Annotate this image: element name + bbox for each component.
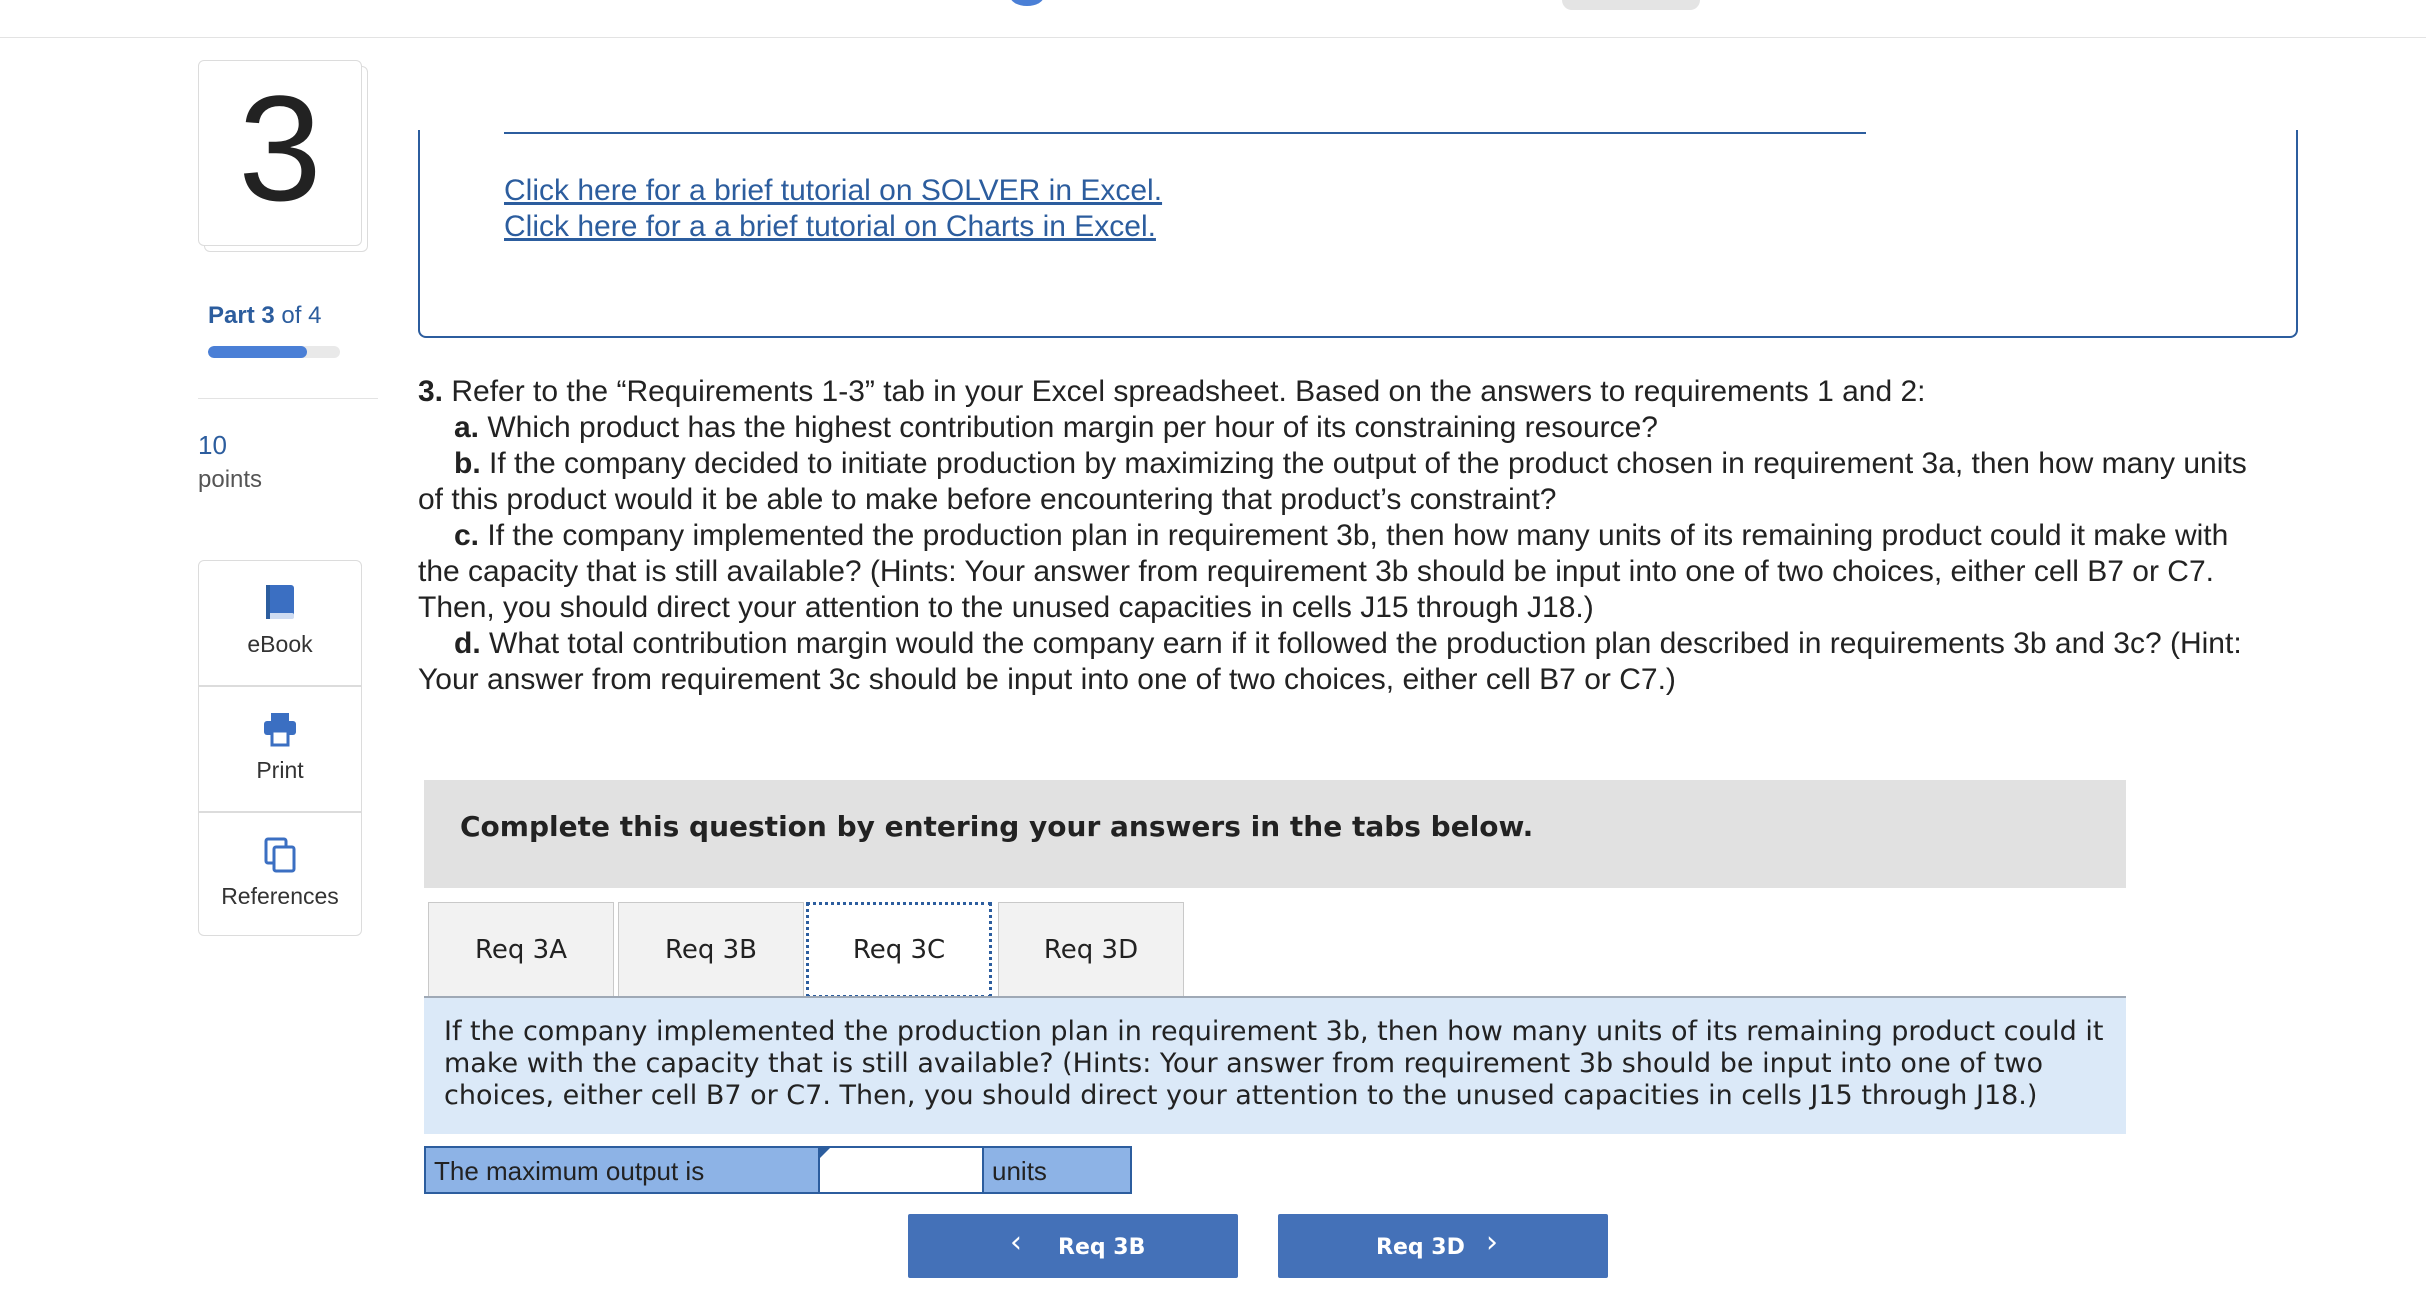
points-label: points — [198, 466, 263, 493]
part-current: 3 — [261, 302, 275, 329]
part-label: Part — [208, 302, 255, 329]
resource-panel-rule — [504, 132, 1866, 134]
requirement-text — [418, 374, 2278, 698]
solver-tutorial-link[interactable]: Click here for a brief tutorial on SOLVER in Excel. — [504, 174, 1163, 207]
book-icon — [262, 583, 298, 623]
question-number: 3 — [238, 64, 322, 232]
tab-req-3c[interactable]: Req 3C — [806, 902, 992, 998]
answer-label: The maximum output is — [434, 1156, 705, 1186]
references-button[interactable] — [198, 812, 362, 936]
references-label: References — [221, 883, 339, 909]
question-number-card — [198, 60, 362, 246]
copy-icon — [262, 835, 298, 875]
answer-row — [424, 1146, 1132, 1194]
next-req-label: Req 3D — [1376, 1235, 1465, 1260]
tab-prompt — [424, 998, 2126, 1134]
rail-divider — [198, 398, 378, 399]
chevron-right-icon: › — [1486, 1225, 1498, 1260]
tab-req-3d[interactable]: Req 3D — [998, 902, 1184, 996]
requirement-d: d. What total contribution margin would the company earn if it followed the production plan described in requirements 3b and 3c? (Hint: Your answer from requirement 3c should be input into one of two choices, either cell B7 or C7.) — [418, 627, 2242, 696]
part-total: of 4 — [281, 302, 322, 329]
print-button[interactable] — [198, 686, 362, 812]
tab-req-3a[interactable]: Req 3A — [428, 902, 614, 996]
prev-req-button[interactable] — [908, 1214, 1238, 1278]
input-flag-icon — [818, 1148, 830, 1160]
tab-req-3b[interactable]: Req 3B — [618, 902, 804, 996]
requirement-b: b. If the company decided to initiate production by maximizing the output of the product chosen in requirement 3a, then how many units of this product would it be able to make before encountering that product’s constraint? — [418, 447, 2247, 516]
print-label: Print — [256, 757, 304, 783]
points-value: 10 — [198, 430, 227, 460]
top-bar — [0, 0, 2426, 38]
charts-tutorial-link[interactable]: Click here for a a brief tutorial on Charts in Excel. — [504, 210, 1156, 243]
prev-req-label: Req 3B — [1058, 1235, 1146, 1260]
part-progress-bar — [208, 346, 340, 358]
requirement-c: c. If the company implemented the production plan in requirement 3b, then how many units of its remaining product could it make with the capacity that is still available? (Hints: Your answer from requirement 3b should be input into one of two choices, either cell B7 or C7. Then, you should direct your attention to the unused capacities in cells J15 through J18.) — [418, 519, 2229, 624]
answer-units: units — [992, 1156, 1047, 1186]
printer-icon — [262, 709, 298, 749]
requirement-lead: 3. Refer to the “Requirements 1-3” tab in your Excel spreadsheet. Based on the answers to requirements 1 and 2: — [418, 375, 1926, 408]
next-req-button[interactable] — [1278, 1214, 1608, 1278]
instruction-box — [424, 780, 2126, 888]
ebook-button[interactable] — [198, 560, 362, 686]
ebook-label: eBook — [247, 631, 313, 657]
part-indicator — [208, 302, 321, 330]
status-dot — [1010, 0, 1044, 6]
maximum-output-input[interactable] — [818, 1148, 984, 1192]
top-pill — [1562, 0, 1700, 10]
chevron-left-icon: ‹ — [1010, 1225, 1022, 1260]
requirement-a: a. Which product has the highest contribution margin per hour of its constraining resource? — [454, 411, 1658, 444]
part-progress-fill — [208, 346, 307, 358]
instruction-text: Complete this question by entering your answers in the tabs below. — [460, 810, 1534, 843]
tab-prompt-text: If the company implemented the production plan in requirement 3b, then how many units of its remaining product could it make with the capacity that is still available? (Hints: Your answer from requirement 3b should be input into one of two choices, either cell B7 or C7. Then, you should direct your attention to the unused capacities in cells J15 through J18.) — [444, 1016, 2104, 1111]
